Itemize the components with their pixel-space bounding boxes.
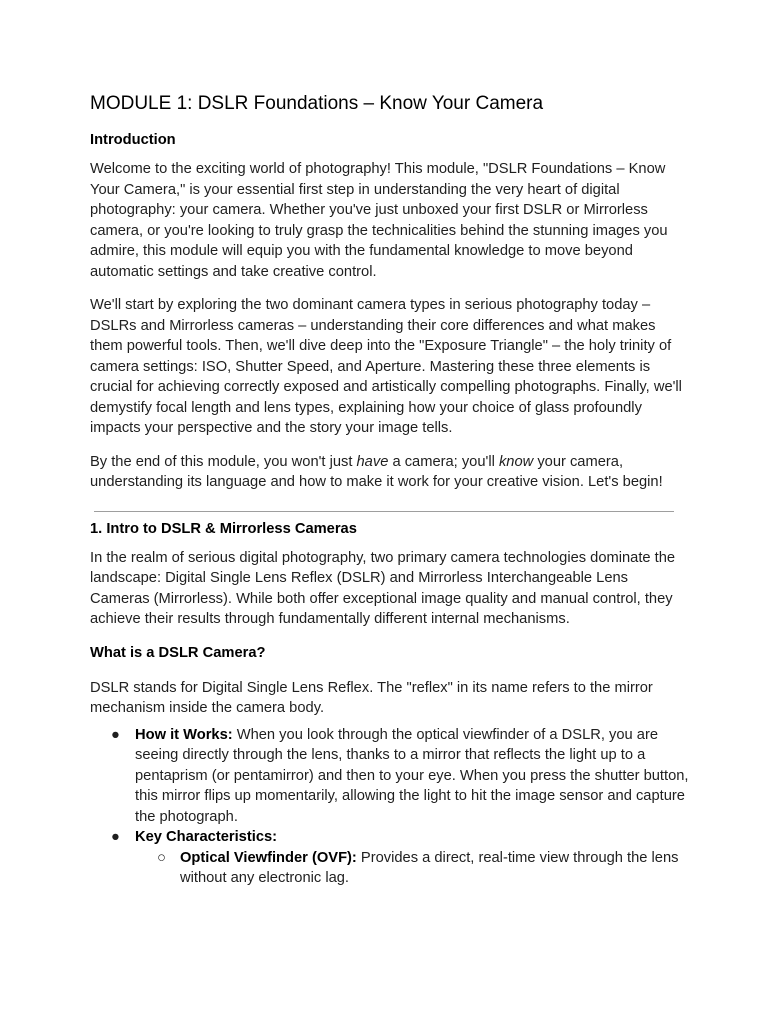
intro-heading: Introduction [90, 132, 176, 148]
intro-p3-part-b: a camera; you'll [388, 453, 499, 470]
intro-paragraph-3 [90, 452, 690, 493]
section-1-heading: 1. Intro to DSLR & Mirrorless Cameras [90, 520, 357, 537]
bullet-dot-icon: ● [111, 829, 120, 845]
intro-paragraph-1: Welcome to the exciting world of photography! This module, "DSLR Foundations – Know Your Camera," is your essential first step in understanding the very heart of digital photography: your camera. Whether you've just unboxed your first DSLR or Mirrorless camera, or you're looking to truly grasp the technicalities behind the stunning images you admire, this module will equip you with the fundamental knowledge to move beyond automatic settings and take creative control. [90, 161, 668, 280]
bullet-dot-icon: ● [111, 726, 120, 743]
bullet-label: How it Works: [135, 726, 233, 743]
intro-p3-part-a: By the end of this module, you won't just [90, 453, 357, 470]
dslr-heading: What is a DSLR Camera? [90, 644, 266, 661]
intro-p3-emphasis-know: know [498, 453, 534, 470]
page-title: MODULE 1: DSLR Foundations – Know Your Camera [90, 93, 544, 114]
intro-p3-part-c: your camera, understanding its language and how to make it work for your creative vision. Let's begin! [90, 453, 663, 490]
sub-bullet-text: Provides a direct, real-time view through the lens without any electronic lag. [180, 849, 679, 886]
bullet-label: Key Characteristics: [135, 829, 278, 845]
intro-p3-emphasis-have: have [356, 453, 389, 470]
bullet-text: When you look through the optical viewfinder of a DSLR, you are seeing directly through the lens, thanks to a mirror that reflects the light up to a pentaprism (or pentamirror) and then to your eye. When you press the shutter button, this mirror flips up momentarily, allowing the light to hit the image sensor and capture the photograph. [135, 726, 689, 825]
intro-paragraph-2: We'll start by exploring the two dominant camera types in serious photography today – DSLRs and Mirrorless cameras – understanding their core differences and what makes them powerful tools. Then, we'll dive deep into the "Exposure Triangle" – the holy trinity of camera settings: ISO, Shutter Speed, and Aperture. Mastering these three elements is crucial for achieving correctly exposed and artistically compelling photographs. Finally, we'll demystify focal length and lens types, explaining how your choice of glass profoundly impacts your perspective and the story your image tells. [90, 297, 682, 436]
document-page [90, 90, 690, 889]
sub-bullet-list [135, 848, 690, 889]
list-item [90, 725, 690, 828]
sub-bullet-label: Optical Viewfinder (OVF): [180, 849, 357, 866]
list-item [90, 827, 690, 889]
section-1-paragraph: In the realm of serious digital photography, two primary camera technologies dominate the landscape: Digital Single Lens Reflex (DSLR) and Mirrorless Interchangeable Lens Cameras (Mirrorless). While both offer exceptional image quality and manual control, they achieve their results through fundamentally different internal mechanisms. [90, 549, 676, 627]
list-item [135, 848, 690, 889]
dslr-paragraph: DSLR stands for Digital Single Lens Reflex. The "reflex" in its name refers to the mirror mechanism inside the camera body. [90, 679, 653, 716]
bullet-list [90, 725, 690, 889]
bullet-circle-icon: ○ [157, 849, 166, 866]
section-divider [94, 511, 674, 512]
